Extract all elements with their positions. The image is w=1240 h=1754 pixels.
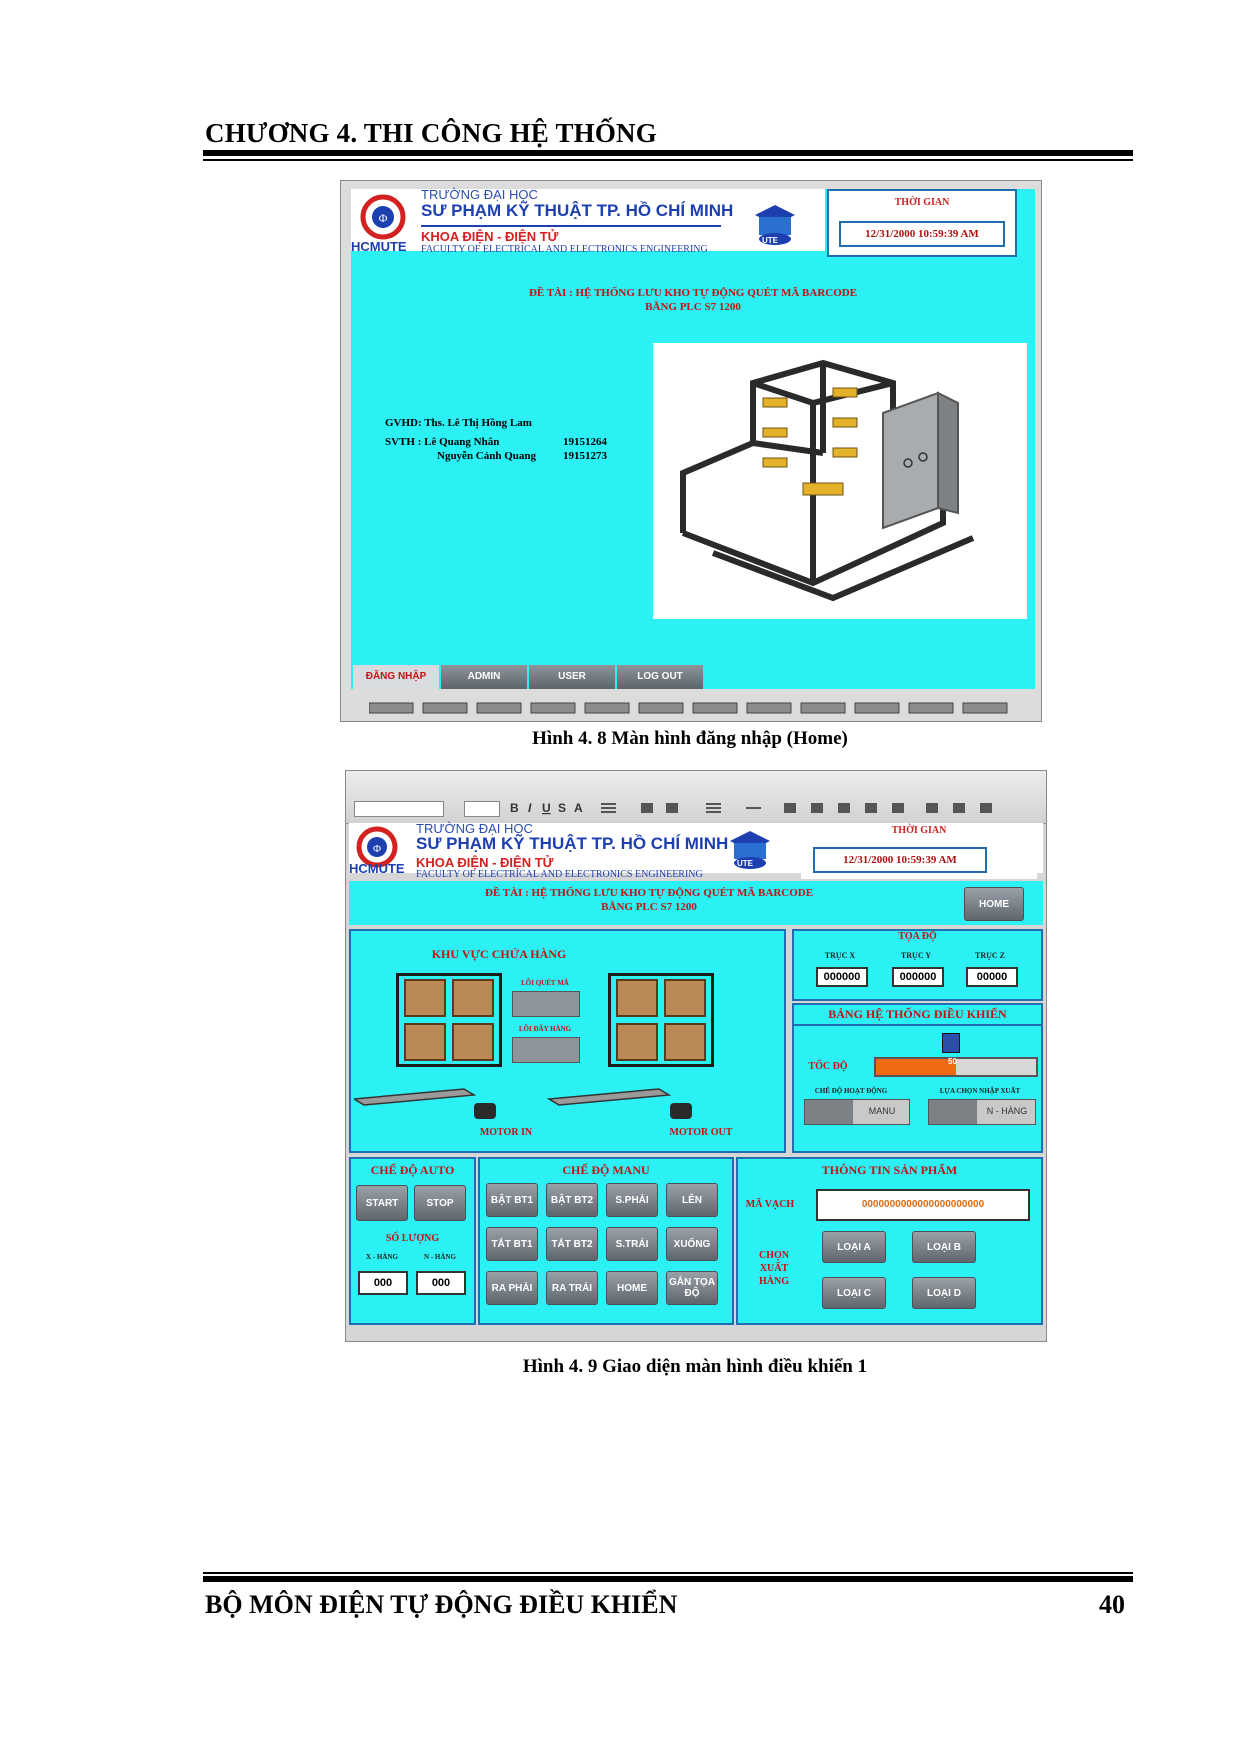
svth2-id: 19151273 xyxy=(563,450,607,462)
manual-button[interactable]: TẮT BT2 xyxy=(546,1227,598,1261)
svg-text:U: U xyxy=(542,801,551,815)
header-rule xyxy=(203,150,1133,156)
io-toggle[interactable] xyxy=(928,1099,1036,1125)
coordinate-title: TỌA ĐỘ xyxy=(898,931,937,942)
manual-button[interactable]: TẮT BT1 xyxy=(486,1227,538,1261)
page-number: 40 xyxy=(1099,1590,1125,1619)
school-logo-icon xyxy=(355,193,411,241)
svg-text:Φ: Φ xyxy=(372,843,382,855)
n-hang-label: N - HÀNG xyxy=(424,1253,456,1261)
crate xyxy=(616,979,658,1017)
crate xyxy=(664,1023,706,1061)
font-select[interactable] xyxy=(354,801,444,817)
hcmute-label: HCMUTE xyxy=(351,239,407,254)
type-a-button[interactable]: LOẠI A xyxy=(822,1231,886,1263)
control-board-divider xyxy=(792,1024,1043,1026)
speed-label: TỐC ĐỘ xyxy=(808,1061,848,1072)
mode-label: CHẾ ĐỘ HOẠT ĐỘNG xyxy=(814,1087,888,1095)
scan-error-indicator xyxy=(512,991,580,1017)
crate xyxy=(616,1023,658,1061)
ute-label-2: UTE xyxy=(737,859,753,868)
motor-out-label: MOTOR OUT xyxy=(669,1127,733,1138)
svg-text:I: I xyxy=(528,801,532,815)
time-value-2: 12/31/2000 10:59:39 AM xyxy=(813,847,987,873)
manual-button[interactable]: RA TRÁI xyxy=(546,1271,598,1305)
faculty-vn: KHOA ĐIỆN - ĐIỆN TỬ xyxy=(421,229,559,244)
axis-x-value: 000000 xyxy=(816,967,868,987)
mode-toggle[interactable] xyxy=(804,1099,910,1125)
fig2-caption: Hình 4. 9 Giao diện màn hình điều khiển 1 xyxy=(522,1356,868,1377)
footer-rule xyxy=(203,1576,1133,1582)
topic-line1-2: ĐỀ TÀI : HỆ THỐNG LƯU KHO TỰ ĐỘNG QUÉT MÃ BARCODE xyxy=(484,887,814,899)
axis-y-label: TRỤC Y xyxy=(900,951,932,960)
product-panel xyxy=(736,1157,1043,1325)
footer-department: BỘ MÔN ĐIỆN TỰ ĐỘNG ĐIỀU KHIỂN xyxy=(205,1590,678,1619)
faculty-vn-2: KHOA ĐIỆN - ĐIỆN TỬ xyxy=(416,855,554,870)
speed-slider-handle[interactable] xyxy=(942,1033,960,1053)
school-line1: TRƯỜNG ĐẠI HỌC xyxy=(421,187,538,202)
axis-z-value: 00000 xyxy=(966,967,1018,987)
io-value: N - HÀNG xyxy=(986,1106,1028,1116)
time-title: THỜI GIAN xyxy=(894,197,950,208)
fig1-caption: Hình 4. 8 Màn hình đăng nhập (Home) xyxy=(532,728,848,749)
type-b-button[interactable]: LOẠI B xyxy=(912,1231,976,1263)
speed-value: 50 xyxy=(948,1057,957,1066)
function-key-strip xyxy=(369,701,1019,713)
tab-admin[interactable]: ADMIN xyxy=(441,665,527,689)
x-hang-label: X - HÀNG xyxy=(366,1253,398,1261)
control-board-title: BẢNG HỆ THỐNG ĐIỀU KHIỂN xyxy=(828,1007,1007,1021)
manual-button[interactable]: S.TRÁI xyxy=(606,1227,658,1261)
home-button[interactable]: HOME xyxy=(964,887,1024,921)
crate xyxy=(404,1023,446,1061)
io-toggle-knob xyxy=(929,1100,977,1124)
hcmute-label-2: HCMUTE xyxy=(349,861,405,876)
mode-value: MANU xyxy=(868,1106,896,1116)
storage-title: KHU VỰC CHỨA HÀNG xyxy=(431,947,567,961)
header-rule-thin xyxy=(203,159,1133,161)
faculty-en: FACULTY OF ELECTRICAL AND ELECTRONICS ENGINEERING xyxy=(421,244,708,255)
tab-user[interactable]: USER xyxy=(529,665,615,689)
chapter-title: CHƯƠNG 4. THI CÔNG HỆ THỐNG xyxy=(205,118,657,148)
barcode-field[interactable]: 0000000000000000000000 xyxy=(816,1189,1030,1221)
motor-in-label: MOTOR IN xyxy=(479,1127,533,1138)
school-line2-2: SƯ PHẠM KỸ THUẬT TP. HỒ CHÍ MINH xyxy=(416,834,729,853)
manual-button[interactable]: GẮN TỌA ĐỘ xyxy=(666,1271,718,1305)
control-screenshot xyxy=(345,770,1047,1342)
footer-rule-thin xyxy=(203,1572,1133,1574)
scan-error-label: LỖI QUÉT MÃ xyxy=(521,979,569,987)
manual-button[interactable]: BẬT BT2 xyxy=(546,1183,598,1217)
qty-title: SỐ LƯỢNG xyxy=(385,1233,440,1244)
svth1-name: SVTH : Lê Quang Nhân xyxy=(385,436,500,448)
type-c-button[interactable]: LOẠI C xyxy=(822,1277,886,1309)
svg-text:Φ: Φ xyxy=(378,211,388,225)
topic-line1: ĐỀ TÀI : HỆ THỐNG LƯU KHO TỰ ĐỘNG QUÉT MÃ BARCODE xyxy=(528,287,858,299)
svg-text:A: A xyxy=(574,801,583,815)
mode-toggle-knob xyxy=(805,1100,853,1124)
warehouse-model-image xyxy=(653,343,1027,619)
product-title: THÔNG TIN SẢN PHẨM xyxy=(821,1163,958,1177)
type-d-button[interactable]: LOẠI D xyxy=(912,1277,976,1309)
manual-button[interactable]: RA PHẢI xyxy=(486,1271,538,1305)
manual-button[interactable]: XUỐNG xyxy=(666,1227,718,1261)
axis-y-value: 000000 xyxy=(892,967,944,987)
crate xyxy=(452,1023,494,1061)
time-value: 12/31/2000 10:59:39 AM xyxy=(839,221,1005,247)
n-qty-input[interactable]: 000 xyxy=(416,1271,466,1295)
ute-label: UTE xyxy=(762,236,778,245)
topic-line2: BẰNG PLC S7 1200 xyxy=(645,301,741,313)
size-select[interactable] xyxy=(464,801,500,817)
time-box-2 xyxy=(801,823,1037,879)
manual-button[interactable]: S.PHẢI xyxy=(606,1183,658,1217)
push-error-label: LỖI ĐẨY HÀNG xyxy=(518,1025,572,1033)
crate xyxy=(452,979,494,1017)
auto-title: CHẾ ĐỘ AUTO xyxy=(370,1163,455,1177)
school-line2: SƯ PHẠM KỸ THUẬT TP. HỒ CHÍ MINH xyxy=(421,201,734,220)
speed-fill xyxy=(876,1059,956,1075)
manual-button[interactable]: HOME xyxy=(606,1271,658,1305)
login-screenshot xyxy=(340,180,1042,722)
time-title-2: THỜI GIAN xyxy=(891,825,947,836)
manual-button[interactable]: LÊN xyxy=(666,1183,718,1217)
faculty-en-2: FACULTY OF ELECTRICAL AND ELECTRONICS ENGINEERING xyxy=(416,869,703,880)
topic-line2-2: BẰNG PLC S7 1200 xyxy=(601,901,697,913)
manual-button[interactable]: BẬT BT1 xyxy=(486,1183,538,1217)
banner-divider xyxy=(421,225,721,227)
crate xyxy=(404,979,446,1017)
tab-logout[interactable]: LOG OUT xyxy=(617,665,703,689)
svth2-name: Nguyễn Cảnh Quang xyxy=(437,450,537,462)
start-button[interactable]: START xyxy=(356,1185,408,1221)
manual-title: CHẾ ĐỘ MANU xyxy=(562,1163,650,1177)
svg-text:B: B xyxy=(510,801,519,815)
tab-login[interactable]: ĐĂNG NHẬP xyxy=(353,665,439,689)
axis-x-label: TRỤC X xyxy=(824,951,856,960)
x-qty-input[interactable]: 000 xyxy=(358,1271,408,1295)
choose-export-label: CHỌN XUẤT HÀNG xyxy=(759,1250,789,1287)
gvhd-text: GVHD: Ths. Lê Thị Hồng Lam xyxy=(385,417,532,429)
school-line1-2: TRƯỜNG ĐẠI HỌC xyxy=(416,821,533,836)
crate xyxy=(664,979,706,1017)
barcode-label: MÃ VẠCH xyxy=(745,1199,795,1210)
push-error-indicator xyxy=(512,1037,580,1063)
io-label: LỰA CHỌN NHẬP XUẤT xyxy=(939,1087,1021,1095)
stop-button[interactable]: STOP xyxy=(414,1185,466,1221)
time-box xyxy=(827,189,1017,257)
svth1-id: 19151264 xyxy=(563,436,607,448)
format-icons xyxy=(506,799,1036,817)
axis-z-label: TRỤC Z xyxy=(974,951,1005,960)
svg-text:S: S xyxy=(558,801,567,815)
